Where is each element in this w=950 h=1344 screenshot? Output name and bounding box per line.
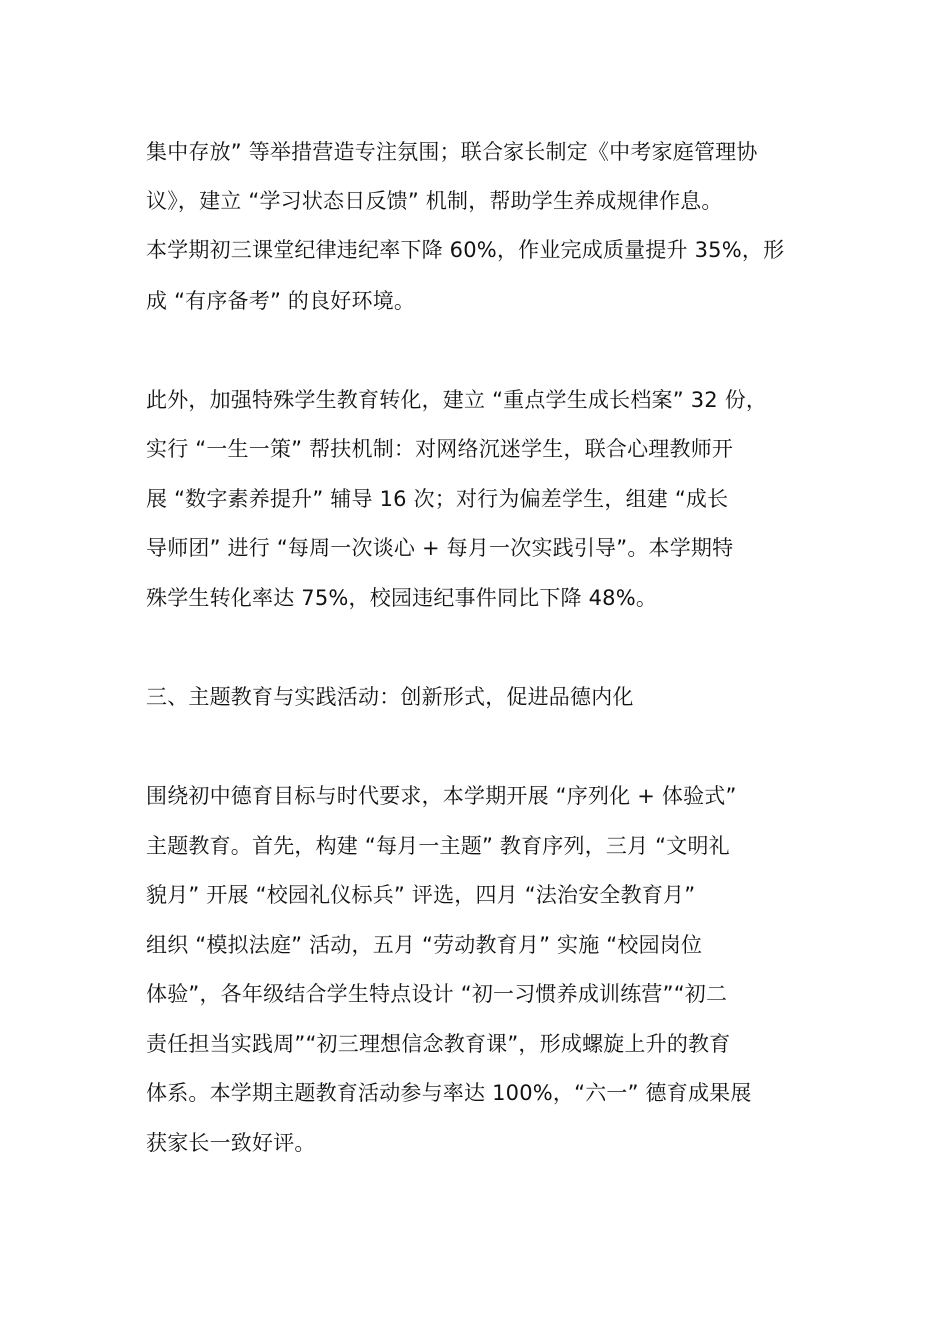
text-line: 议》，建立 “学习状态日反馈” 机制，帮助学生养成规律作息。 bbox=[146, 189, 723, 213]
section-heading: 三、主题教育与实践活动：创新形式，促进品德内化 bbox=[146, 685, 634, 709]
text-line: 集中存放” 等举措营造专注氛围；联合家长制定《中考家庭管理协 bbox=[146, 140, 758, 164]
text-line: 责任担当实践周”“初三理想信念教育课”，形成螺旋上升的教育 bbox=[146, 1032, 731, 1056]
text-line: 此外，加强特殊学生教育转化，建立 “重点学生成长档案” 32 份， bbox=[146, 388, 768, 412]
text-line: 体系。本学期主题教育活动参与率达 100%，“六一” 德育成果展 bbox=[146, 1081, 752, 1105]
text-line: 组织 “模拟法庭” 活动，五月 “劳动教育月” 实施 “校园岗位 bbox=[146, 933, 703, 957]
text-line: 本学期初三课堂纪律违纪率下降 60%，作业完成质量提升 35%，形 bbox=[146, 238, 785, 262]
text-line: 导师团” 进行 “每周一次谈心 + 每月一次实践引导”。本学期特 bbox=[146, 536, 734, 560]
text-line: 殊学生转化率达 75%，校园违纪事件同比下降 48%。 bbox=[146, 586, 658, 610]
text-line: 实行 “一生一策” 帮扶机制：对网络沉迷学生，联合心理教师开 bbox=[146, 437, 734, 461]
text-line: 体验”，各年级结合学生特点设计 “初一习惯养成训练营”“初二 bbox=[146, 982, 728, 1006]
text-line: 成 “有序备考” 的良好环境。 bbox=[146, 289, 416, 313]
text-line: 主题教育。首先，构建 “每月一主题” 教育序列，三月 “文明礼 bbox=[146, 834, 730, 858]
text-line: 获家长一致好评。 bbox=[146, 1131, 316, 1155]
text-line: 展 “数字素养提升” 辅导 16 次；对行为偏差学生，组建 “成长 bbox=[146, 487, 729, 511]
text-line: 围绕初中德育目标与时代要求，本学期开展 “序列化 + 体验式” bbox=[146, 784, 737, 808]
text-line: 貌月” 开展 “校园礼仪标兵” 评选，四月 “法治安全教育月” bbox=[146, 883, 696, 907]
